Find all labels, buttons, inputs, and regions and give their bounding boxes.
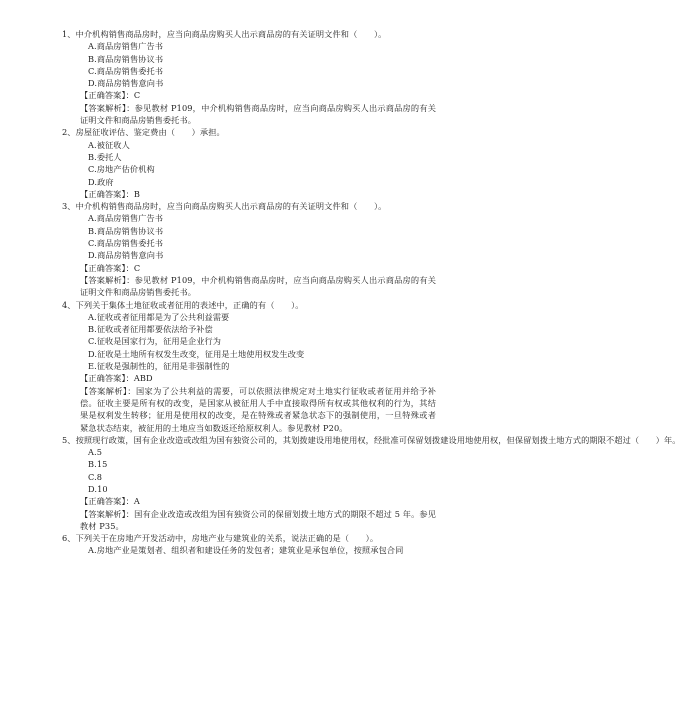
question-line: 6、下列关于在房地产开发活动中，房地产业与建筑业的关系，说法正确的是（ ）。 [62,533,379,544]
question-line: 1、中介机构销售商品房时，应当向商品房购买人出示商品房的有关证明文件和（ ）。 [62,29,387,39]
question-line: 4、下列关于集体土地征收或者征用的表述中，正确的有（ ）。 [62,299,304,310]
answer-line: 【正确答案】：ABD [80,373,153,384]
explanation-line: 【答案解析】：参见教材 P109，中介机构销售商品房时，应当向商品房购买人出示商品房的有关证明文件和商品房销售委托书。 [80,102,436,126]
answer-line: 【正确答案】：C [80,262,141,273]
option-line: B.征收或者征用都要依法给予补偿 [88,324,213,335]
option-line: B.商品房销售协议书 [88,53,164,64]
option-line: A.5 [88,447,103,458]
explanation-line: 【答案解析】：国家为了公共利益的需要，可以依照法律规定对土地实行征收或者征用并给予补偿。征收主要是所有权的改变，是国家从被征用人手中直接取得所有权或其他权利的行为，其结果是权利发生转移；征用是使用权的改变，是在特殊或者紧急状态下的强制使用，一旦特殊或者紧急状态结束，被征用的土地应当如数返还给原权利人。参见教材 P20。 [80,385,436,433]
option-line: A.商品房销售广告书 [88,41,164,52]
option-line: D.商品房销售意向书 [88,78,164,89]
option-line: C.8 [88,471,103,482]
option-line: D.征收是土地所有权发生改变，征用是土地使用权发生改变 [88,348,305,359]
option-line: A.房地产业是策划者、组织者和建设任务的发包者；建筑业是承包单位，按照承包合同 [88,545,404,556]
option-line: D.10 [88,483,108,494]
option-line: A.征收或者征用都是为了公共利益需要 [88,311,230,322]
explanation-line: 【答案解析】：国有企业改造或改组为国有独资公司的保留划拨土地方式的期限不超过 5 年。参见教材 P35。 [80,508,436,531]
answer-line: 【正确答案】：C [80,90,141,101]
option-line: C.房地产估价机构 [88,164,155,175]
option-line: C.征收是国家行为，征用是企业行为 [88,336,222,347]
answer-line: 【正确答案】：A [80,496,140,507]
explanation-line: 【答案解析】：参见教材 P109，中介机构销售商品房时，应当向商品房购买人出示商品房的有关证明文件和商品房销售委托书。 [80,274,436,298]
option-line: C.商品房销售委托书 [88,65,164,76]
option-line: A.商品房销售广告书 [88,213,164,224]
option-line: D.政府 [88,176,114,187]
option-line: A.被征收人 [88,139,130,150]
option-line: B.15 [88,459,108,470]
option-line: B.商品房销售协议书 [88,225,164,236]
question-line: 2、房屋征收评估、鉴定费由（ ）承担。 [62,127,225,138]
question-line: 5、按照现行政策，国有企业改造或改组为国有独资公司的，其划拨建设用地使用权，经批准可保留划拨建设用地使用权，但保留划拨土地方式的期限不超过（ ）年。 [62,434,681,445]
document-body [62,28,681,557]
option-line: C.商品房销售委托书 [88,238,164,249]
question-line: 3、中介机构销售商品房时，应当向商品房购买人出示商品房的有关证明文件和（ ）。 [62,201,387,212]
answer-line: 【正确答案】：B [80,188,141,199]
option-line: D.商品房销售意向书 [88,250,164,261]
option-line: E.征收是强制性的，征用是非强制性的 [88,361,230,372]
option-line: B.委托人 [88,151,122,162]
